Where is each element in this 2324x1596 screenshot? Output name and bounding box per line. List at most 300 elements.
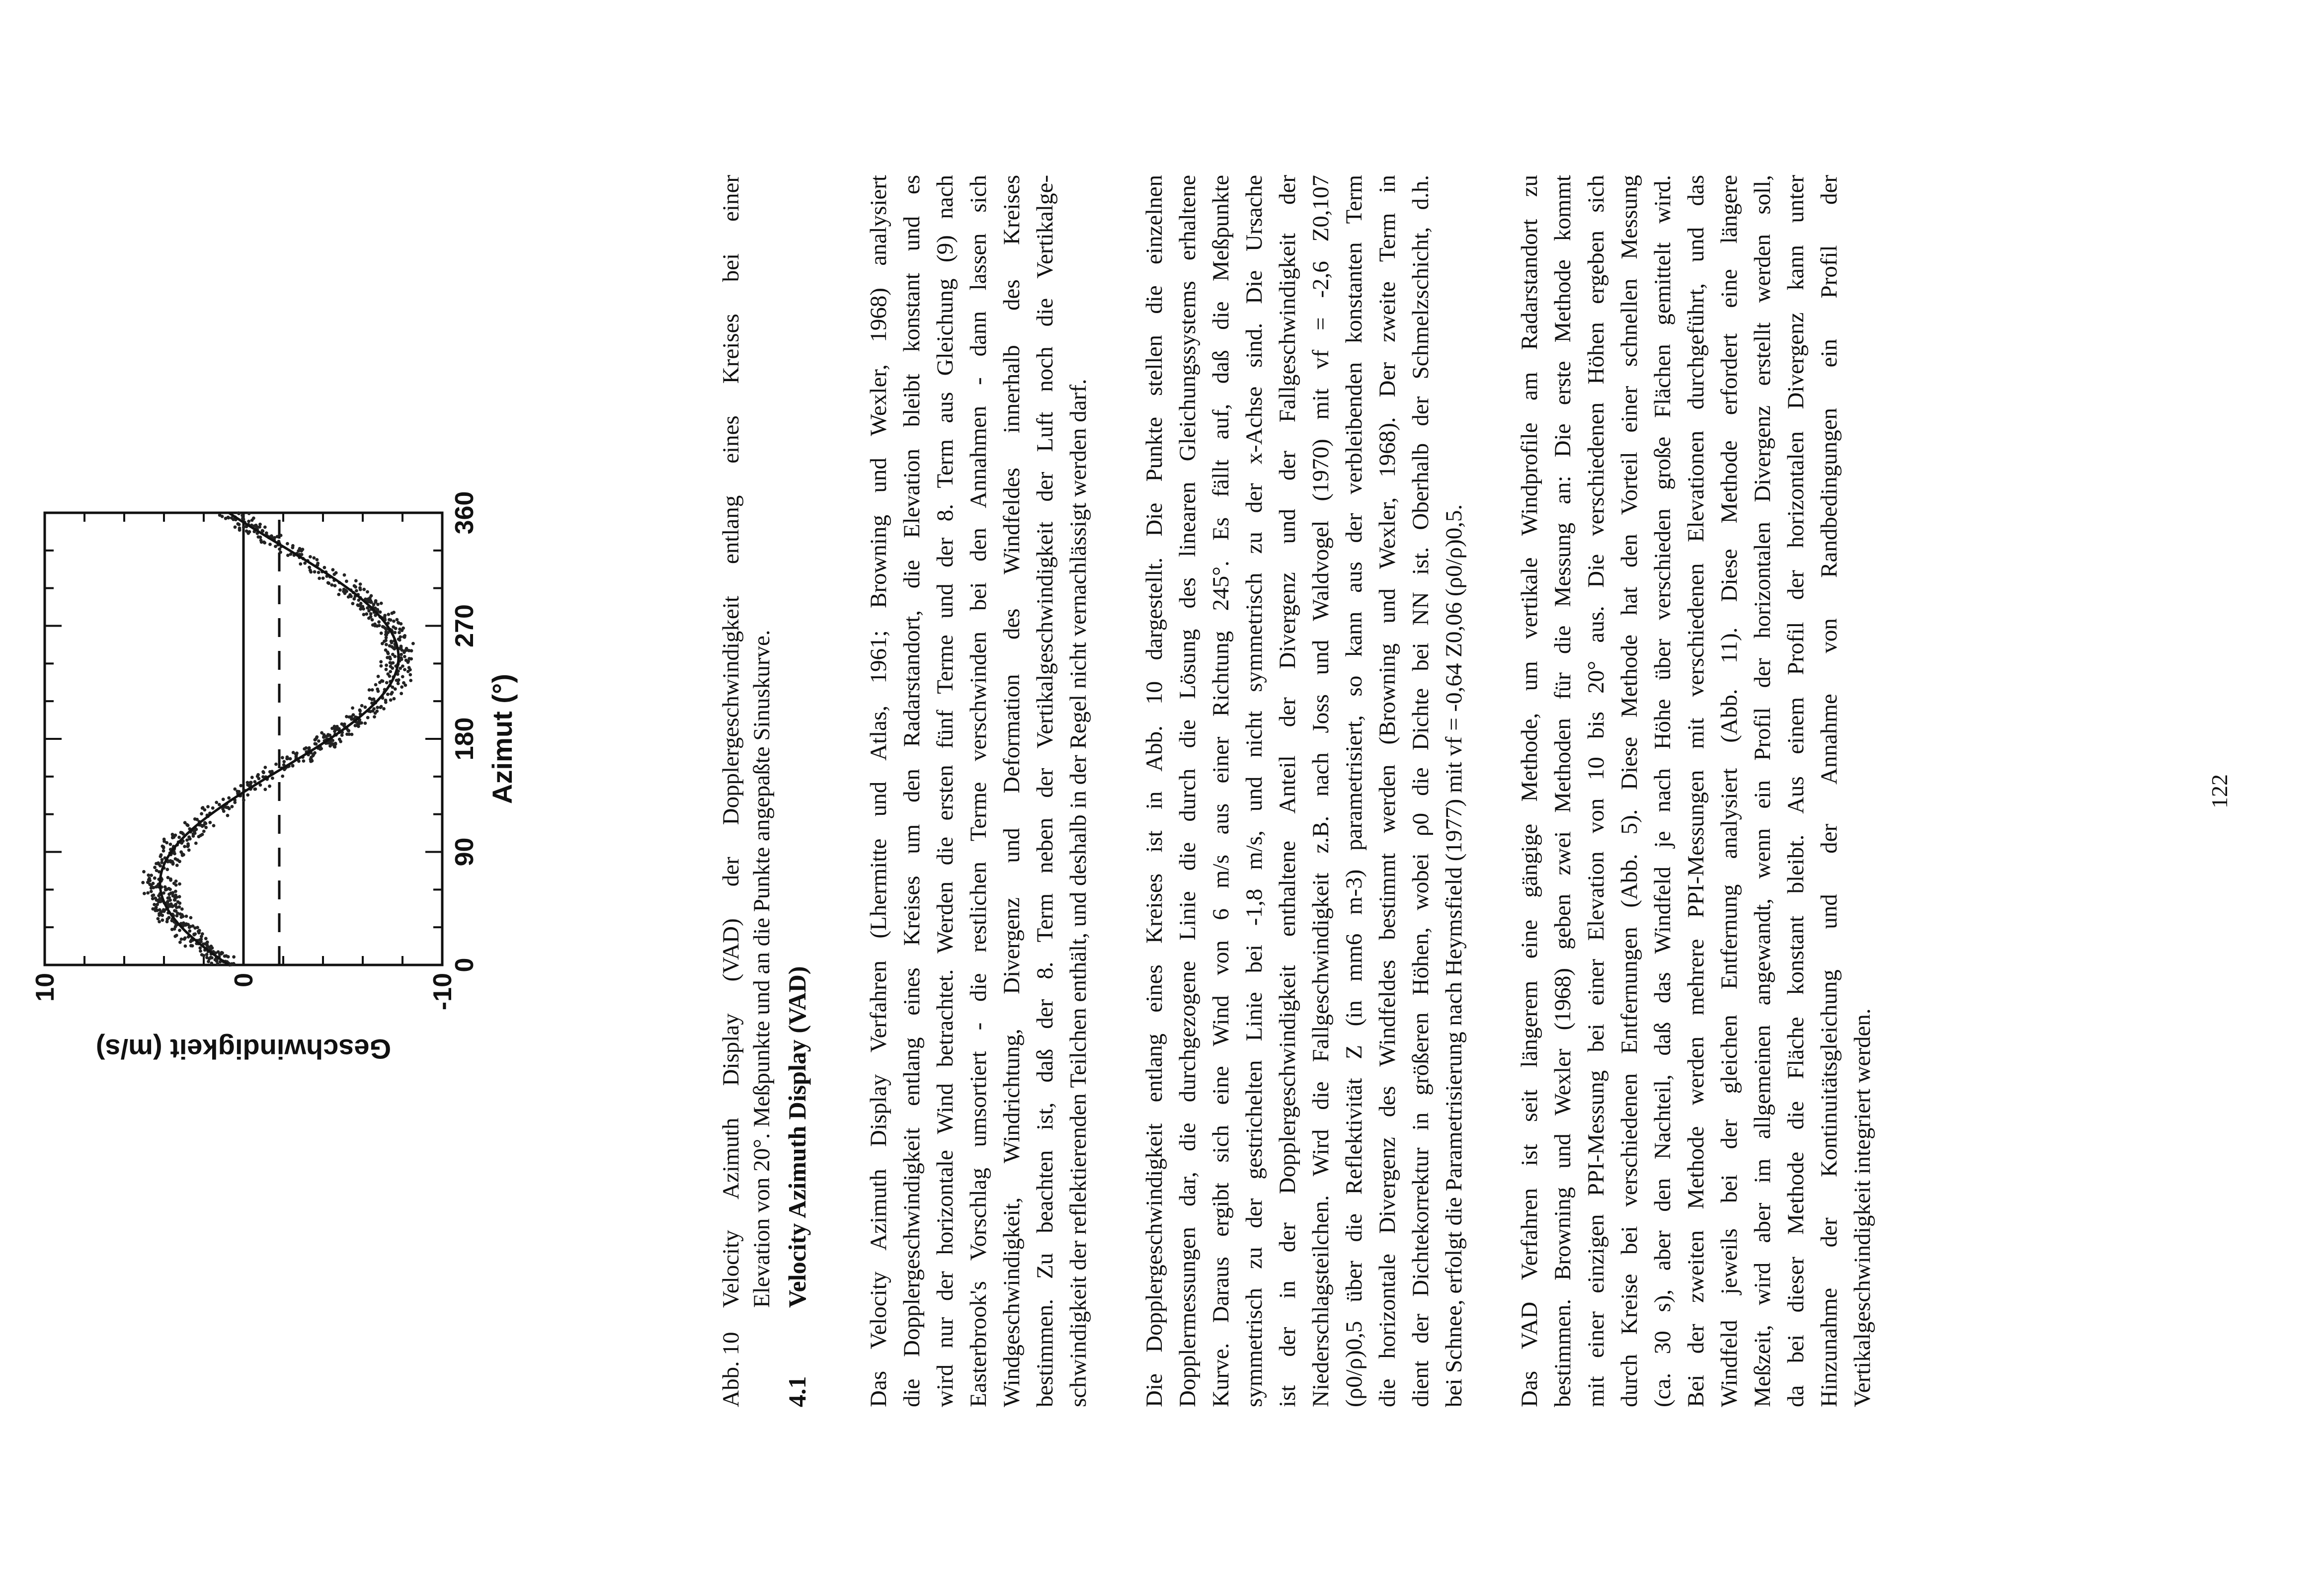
measurement-point: [167, 916, 171, 919]
measurement-point: [211, 806, 215, 810]
measurement-point: [234, 525, 237, 529]
measurement-point: [162, 840, 166, 843]
paragraph-line: (ca. 30 s), aber den Nachteil, daß das Windfeld je nach Höhe über verschieden große Flächen gemittelt wird.: [1650, 175, 1676, 1407]
measurement-point: [185, 838, 189, 842]
measurement-point: [351, 602, 355, 605]
measurement-point: [384, 701, 388, 704]
measurement-point: [368, 688, 371, 692]
measurement-point: [378, 681, 382, 684]
measurement-point: [173, 852, 176, 856]
measurement-point: [286, 757, 289, 760]
paragraph-line: Kurve. Daraus ergibt sich eine Wind von 6 m/s aus einer Richtung 245°. Es fällt auf, daß die Meßpunkte: [1208, 175, 1234, 1407]
measurement-point: [402, 635, 405, 638]
measurement-point: [184, 945, 187, 948]
measurement-point: [212, 824, 216, 827]
measurement-point: [200, 812, 203, 815]
measurement-point: [177, 836, 181, 839]
measurement-point: [157, 917, 160, 921]
measurement-point: [323, 566, 326, 569]
measurement-point: [178, 882, 181, 886]
measurement-point: [162, 849, 165, 853]
paragraph-3: [1513, 175, 1879, 1407]
caption-line: Velocity Azimuth Display (VAD) der Dopplergeschwindigkeit entlang eines Kreises bei einer: [718, 175, 744, 1308]
measurement-point: [167, 887, 171, 890]
measurement-point: [206, 941, 209, 944]
measurement-point: [205, 953, 209, 957]
measurement-point: [198, 938, 202, 942]
measurement-point: [249, 781, 252, 784]
x-tick-label: 0: [450, 958, 479, 972]
measurement-point: [387, 613, 390, 616]
measurement-point: [193, 933, 196, 937]
measurement-point: [188, 837, 192, 841]
measurement-point: [367, 617, 371, 620]
measurement-point: [206, 805, 210, 808]
measurement-point: [194, 842, 198, 845]
measurement-point: [354, 579, 358, 582]
measurement-point: [195, 818, 199, 821]
measurement-point: [241, 517, 244, 520]
measurement-point: [321, 576, 325, 580]
measurement-point: [369, 612, 373, 616]
measurement-point: [246, 532, 250, 535]
measurement-point: [309, 555, 312, 559]
measurement-point: [174, 925, 177, 928]
measurement-point: [204, 937, 208, 940]
measurement-point: [263, 788, 267, 791]
measurement-point: [224, 517, 228, 520]
measurement-point: [385, 668, 388, 671]
measurement-point: [257, 535, 260, 539]
measurement-point: [252, 516, 255, 520]
measurement-point: [239, 784, 242, 788]
x-tick-label: 270: [450, 604, 479, 647]
measurement-point: [238, 528, 241, 532]
measurement-point: [160, 853, 163, 857]
measurement-point: [142, 870, 146, 874]
paragraph-line: (ρ0/ρ)0,5 über die Reflektivität Z (in mm6 m-3) parametrisiert, so kann aus der verbleibenden konstanten Term: [1341, 175, 1367, 1407]
measurement-point: [237, 511, 240, 515]
measurement-point: [163, 885, 167, 889]
measurement-point: [333, 745, 337, 749]
measurement-point: [250, 776, 254, 779]
measurement-point: [404, 684, 407, 687]
measurement-point: [399, 667, 402, 670]
measurement-point: [180, 938, 183, 941]
paragraph-line: bestimmen. Browning und Wexler (1968) geben zwei Methoden für die Messung an: Die erste Methode kommt: [1550, 175, 1576, 1407]
measurement-point: [388, 675, 392, 678]
measurement-point: [302, 759, 306, 763]
paragraph-line: bei Schnee, erfolgt die Parametrisierung nach Heymsfield (1977) mit vf = -0,64 Z0,06 (ρ0/ρ)0,5.: [1441, 504, 1467, 1407]
measurement-point: [334, 571, 338, 574]
measurement-point: [183, 936, 187, 940]
measurement-point: [231, 805, 234, 808]
measurement-point: [147, 874, 150, 877]
measurement-point: [276, 535, 279, 538]
measurement-point: [399, 635, 402, 638]
measurement-point: [154, 896, 157, 900]
measurement-point: [398, 638, 401, 642]
measurement-point: [343, 592, 347, 595]
measurement-point: [238, 523, 241, 526]
section-title: Velocity Azimuth Display (VAD): [783, 966, 811, 1308]
measurement-point: [376, 624, 379, 628]
paragraph-line: Windfeld jeweils bei der gleichen Entfernung analysiert (Abb. 11). Diese Methode erfordert eine längere: [1716, 175, 1742, 1407]
x-tick-label: 180: [450, 717, 479, 761]
paragraph-line: Dopplermessungen dar, die durchgezogene Linie die durch die Lösung des linearen Gleichungssystems erhaltene: [1175, 175, 1201, 1407]
measurement-point: [343, 573, 346, 577]
measurement-point: [358, 586, 362, 590]
measurement-point: [345, 715, 348, 718]
measurement-point: [253, 788, 257, 791]
measurement-point: [355, 589, 358, 593]
measurement-point: [192, 834, 195, 838]
measurement-point: [371, 688, 374, 692]
measurement-point: [263, 525, 267, 529]
measurement-point: [174, 834, 177, 837]
measurement-point: [357, 604, 360, 607]
measurement-point: [199, 834, 202, 837]
measurement-point: [377, 690, 380, 693]
measurement-point: [397, 622, 401, 625]
measurement-point: [173, 898, 176, 902]
measurement-point: [146, 891, 150, 895]
measurement-point: [178, 941, 182, 944]
measurement-point: [286, 542, 289, 546]
measurement-point: [400, 685, 403, 689]
measurement-point: [397, 679, 400, 683]
measurement-point: [371, 709, 375, 713]
measurement-point: [153, 877, 157, 880]
measurement-point: [400, 658, 403, 661]
measurement-point: [143, 892, 146, 895]
measurement-point: [358, 722, 361, 725]
measurement-point: [317, 739, 321, 743]
caption-text: [716, 175, 777, 1308]
measurement-point: [164, 888, 167, 891]
measurement-point: [181, 915, 185, 918]
measurement-point: [403, 655, 406, 658]
measurement-point: [200, 953, 204, 957]
caption-line: Elevation von 20°. Meßpunkte und an die Punkte angepaßte Sinuskurve.: [749, 630, 775, 1308]
measurement-point: [389, 618, 393, 622]
measurement-point: [407, 657, 411, 660]
measurement-point: [167, 892, 171, 896]
measurement-point: [180, 907, 184, 911]
measurement-point: [189, 916, 193, 920]
measurement-point: [174, 893, 177, 897]
measurement-point: [186, 844, 190, 847]
measurement-point: [384, 627, 387, 630]
measurement-point: [384, 633, 388, 637]
measurement-point: [161, 918, 164, 922]
measurement-point: [391, 612, 394, 615]
measurement-point: [198, 929, 201, 932]
measurement-point: [191, 944, 194, 948]
measurement-point: [169, 902, 173, 906]
measurement-point: [310, 758, 314, 762]
measurement-point: [400, 653, 403, 656]
measurement-point: [242, 798, 245, 802]
measurement-point: [366, 716, 370, 719]
measurement-point: [406, 670, 410, 673]
measurement-point: [188, 926, 191, 929]
measurement-point: [403, 668, 406, 671]
measurement-point: [385, 663, 388, 667]
measurement-point: [377, 675, 380, 678]
measurement-point: [315, 742, 318, 746]
measurement-point: [271, 777, 274, 780]
measurement-point: [183, 845, 186, 848]
measurement-point: [179, 850, 183, 854]
measurement-point: [150, 890, 153, 893]
measurement-point: [333, 725, 336, 728]
measurement-point: [291, 544, 295, 548]
measurement-point: [401, 627, 405, 630]
measurement-point: [154, 907, 158, 910]
measurement-point: [360, 704, 364, 708]
measurement-point: [389, 670, 392, 673]
measurement-point: [326, 734, 329, 737]
measurement-point: [233, 788, 237, 791]
measurement-point: [151, 894, 154, 897]
measurement-point: [187, 848, 191, 852]
measurement-point: [274, 545, 277, 548]
measurement-point: [216, 962, 220, 966]
measurement-point: [150, 874, 153, 877]
measurement-point: [259, 539, 263, 542]
measurement-point: [222, 798, 225, 801]
measurement-point: [177, 905, 181, 909]
measurement-point: [179, 831, 183, 834]
paragraph-2: [1138, 175, 1471, 1407]
x-tick-label: 360: [450, 491, 479, 535]
measurement-point: [327, 581, 330, 585]
measurement-point: [313, 556, 316, 559]
measurement-point: [384, 639, 388, 642]
measurement-point: [380, 602, 383, 605]
measurement-point: [198, 947, 202, 950]
measurement-point: [309, 568, 312, 572]
measurement-point: [393, 697, 396, 701]
measurement-point: [373, 715, 376, 718]
measurement-point: [317, 571, 321, 574]
paragraph-line: Hinzunahme der Kontinuitätsgleichung und der Annahme von Randbedingungen ein Profil der: [1816, 175, 1842, 1407]
measurement-point: [162, 846, 165, 850]
measurement-point: [305, 746, 308, 750]
measurement-point: [380, 664, 383, 668]
measurement-point: [225, 954, 228, 958]
measurement-point: [371, 623, 375, 627]
measurement-point: [210, 961, 213, 965]
paragraph-line: Bei der zweiten Methode werden mehrere PPI-Messungen mit verschiedenen Elevationen durchgeführt, und das: [1683, 175, 1709, 1407]
paragraph-line: Easterbrook's Vorschlag umsortiert - die restlichen Terme verschwinden bei den Annahmen - dann lassen sich: [965, 175, 991, 1407]
measurement-point: [256, 773, 260, 777]
measurement-point: [232, 955, 236, 958]
measurement-point: [391, 666, 394, 670]
measurement-point: [362, 588, 366, 591]
page-number: 122: [2207, 774, 2232, 808]
measurement-point: [152, 886, 156, 889]
measurement-point: [153, 866, 157, 869]
measurement-point: [247, 520, 250, 523]
measurement-point: [386, 693, 390, 696]
measurement-point: [392, 620, 396, 623]
measurement-point: [274, 763, 278, 766]
vad-chart: [0, 0, 711, 1596]
measurement-point: [178, 895, 181, 898]
paragraph-line: Das VAD Verfahren ist seit längerem eine gängige Methode, um vertikale Windprofile am Radarstandort zu: [1517, 175, 1542, 1407]
paragraph-1: [862, 175, 1095, 1407]
measurement-point: [199, 950, 202, 953]
vad-figure: [0, 0, 711, 1596]
measurement-point: [411, 642, 415, 645]
measurement-point: [282, 760, 286, 763]
measurement-point: [291, 764, 295, 768]
measurement-point: [366, 590, 369, 594]
measurement-point: [173, 909, 176, 913]
measurement-point: [393, 631, 397, 635]
paragraph-line: dient der Dichtekorrektur in größeren Höhen, wobei ρ0 die Dichte bei NN ist. Oberhalb der Schmelzschicht, d.h.: [1408, 175, 1434, 1407]
section-number: 4.1: [783, 1376, 811, 1407]
measurement-point: [165, 868, 169, 871]
measurement-point: [268, 785, 271, 788]
measurement-point: [171, 833, 174, 836]
paragraph-line: Vertikalgeschwindigkeit integriert werden.: [1849, 1008, 1875, 1407]
measurement-point: [169, 878, 172, 882]
y-axis-label: Geschwindigkeit (m/s): [95, 1034, 392, 1065]
measurement-point: [174, 890, 177, 893]
measurement-point: [337, 593, 340, 596]
measurement-point: [359, 582, 362, 586]
measurement-point: [246, 794, 249, 797]
measurement-point: [330, 583, 333, 587]
measurement-point: [247, 512, 251, 515]
measurement-point: [393, 655, 397, 658]
measurement-point: [312, 753, 316, 756]
measurement-point: [188, 929, 191, 933]
measurement-point: [316, 558, 319, 561]
y-tick-label: 0: [230, 973, 258, 987]
measurement-point: [147, 878, 151, 881]
paragraph-line: Die Dopplergeschwindigkeit entlang eines Kreises ist in Abb. 10 dargestellt. Die Punkte stellen die einzelnen: [1141, 175, 1167, 1407]
measurement-point: [393, 647, 396, 650]
measurement-point: [207, 960, 210, 963]
measurement-point: [178, 929, 181, 932]
measurement-point: [352, 713, 355, 717]
paragraph-line: Das Velocity Azimuth Display Verfahren (Lhermitte und Atlas, 1961; Browning und Wexler, 1968) analysiert: [866, 175, 891, 1407]
paragraph-line: da bei dieser Methode die Fläche konstant bleibt. Aus einem Profil der horizontalen Divergenz kann unter: [1783, 175, 1809, 1407]
x-axis-label: Azimut (°): [486, 674, 518, 804]
measurement-point: [331, 568, 335, 571]
measurement-point: [409, 679, 412, 682]
measurement-point: [353, 584, 356, 588]
measurement-point: [380, 632, 383, 635]
paragraph-line: Niederschlagsteilchen. Wird die Fallgeschwindigkeit z.B. nach Joss und Waldvogel (1970) mit vf = -2,6 Z0,107: [1308, 175, 1334, 1407]
measurement-point: [227, 796, 231, 799]
measurement-point: [329, 742, 332, 745]
measurement-point: [158, 908, 161, 912]
measurement-point: [279, 551, 282, 554]
measurement-point: [221, 515, 224, 518]
paragraph-line: die Dopplergeschwindigkeit entlang eines Kreises um den Radarstandort, die Elevation bleibt konstant und es: [899, 175, 925, 1407]
measurement-point: [281, 775, 284, 778]
measurement-point: [141, 881, 145, 884]
chart-marks: [141, 511, 415, 966]
measurement-point: [376, 706, 379, 709]
y-tick-label: -10: [428, 973, 457, 1011]
measurement-point: [160, 861, 163, 864]
measurement-point: [156, 903, 159, 906]
measurement-point: [159, 911, 162, 915]
measurement-point: [401, 675, 404, 679]
measurement-point: [173, 904, 177, 907]
measurement-point: [185, 922, 188, 926]
measurement-point: [362, 613, 366, 616]
paragraph-line: symmetrisch zu der gestrichelten Linie bei -1,8 m/s, und nicht symmetrisch zu der x-Achse sind. Die Ursache: [1241, 175, 1267, 1407]
measurement-point: [299, 562, 302, 566]
paragraph-line: mit einer einzigen PPI-Messung bei einer Elevation von 10 bis 20° aus. Die verschiedenen Höhen ergeben sich: [1583, 175, 1609, 1407]
measurement-point: [172, 881, 176, 885]
measurement-point: [377, 620, 381, 624]
measurement-point: [389, 661, 392, 664]
measurement-point: [294, 753, 298, 756]
measurement-point: [375, 710, 379, 713]
measurement-point: [222, 809, 226, 813]
measurement-point: [246, 783, 249, 787]
paragraph-line: wird nur der horizontale Wind betrachtet. Werden die ersten fünf Terme und der 8. Term aus Gleichung (9) nach: [932, 175, 958, 1407]
caption-number: Abb. 10: [718, 1332, 744, 1407]
measurement-point: [338, 588, 342, 592]
measurement-point: [196, 926, 199, 929]
measurement-point: [385, 643, 388, 646]
chart-labels: [31, 491, 518, 1065]
measurement-point: [191, 924, 195, 928]
measurement-point: [400, 646, 403, 649]
measurement-point: [396, 618, 399, 622]
measurement-point: [162, 908, 165, 912]
measurement-point: [379, 660, 383, 663]
measurement-point: [175, 864, 179, 867]
measurement-point: [346, 729, 350, 732]
paragraph-line: bestimmen. Zu beachten ist, daß der 8. Term neben der Vertikalgeschwindigkeit der Luft noch die Vertikalge-: [1032, 175, 1058, 1407]
measurement-point: [230, 963, 233, 966]
measurement-point: [226, 806, 230, 809]
measurement-point: [169, 843, 172, 846]
measurement-point: [215, 801, 218, 804]
measurement-point: [218, 803, 221, 806]
measurement-point: [380, 705, 383, 709]
measurement-point: [201, 806, 205, 809]
measurement-point: [400, 692, 403, 695]
measurement-point: [371, 618, 374, 622]
measurement-point: [181, 854, 184, 857]
measurement-point: [364, 721, 367, 725]
measurement-point: [308, 747, 311, 750]
measurement-point: [268, 770, 272, 774]
measurement-point: [408, 673, 412, 677]
measurement-point: [351, 707, 354, 710]
x-tick-label: 90: [450, 837, 479, 867]
measurement-point: [203, 821, 207, 824]
measurement-point: [176, 858, 179, 862]
measurement-point: [158, 898, 161, 901]
measurement-point: [388, 644, 392, 647]
measurement-point: [148, 882, 152, 886]
measurement-point: [227, 516, 231, 520]
measurement-point: [158, 920, 161, 924]
measurement-point: [391, 691, 394, 694]
